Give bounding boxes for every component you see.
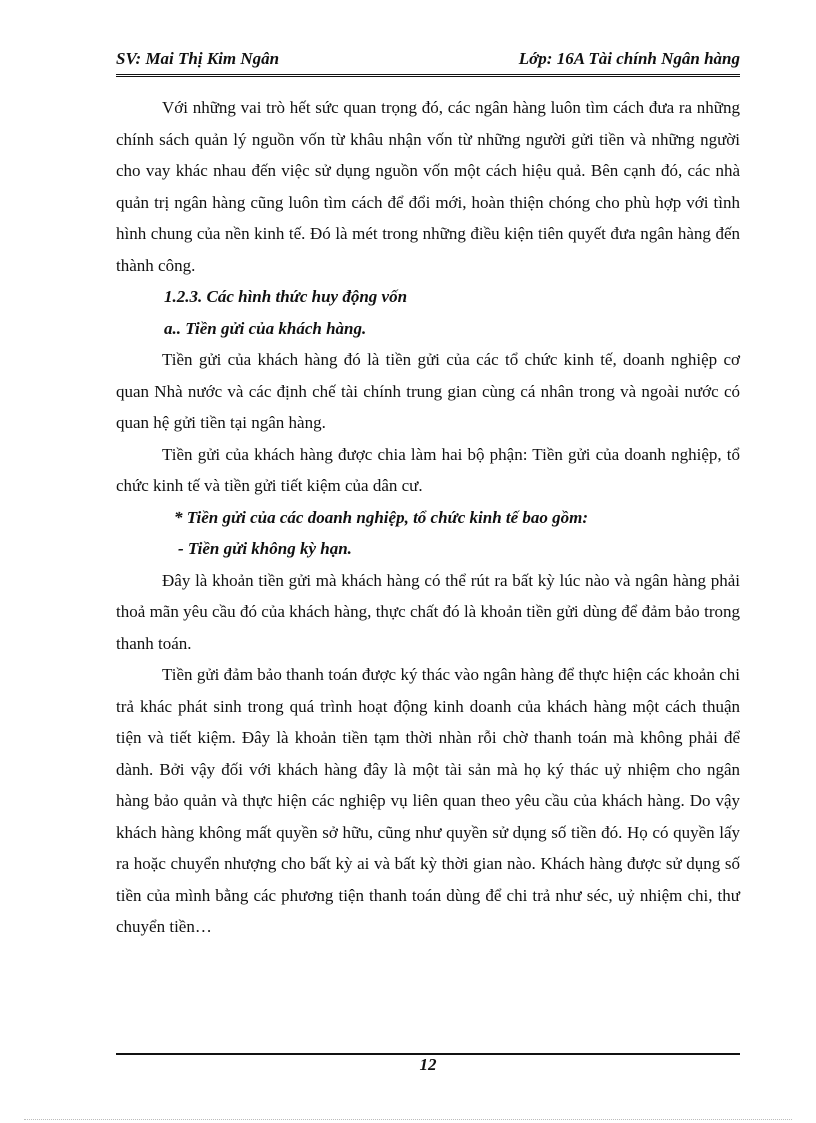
paragraph: Với những vai trò hết sức quan trọng đó, các ngân hàng luôn tìm cách đưa ra những chính sách quản lý nguồn vốn từ khâu nhận vốn từ những người gửi tiền và những người cho vay khác nhau đến việc sử dụng nguồn vốn một cách hiệu quả. Bên cạnh đó, các nhà quản trị ngân hàng cũng luôn tìm cách để đổi mới, hoàn thiện chóng cho phù hợp với tình hình chung của nền kinh tế. Đó là mét trong những điều kiện tiên quyết đưa ngân hàng đến thành công.	[116, 98, 740, 275]
subsection-heading: a.. Tiền gửi của khách hàng.	[164, 318, 367, 338]
paragraph: Đây là khoản tiền gửi mà khách hàng có thể rút ra bất kỳ lúc nào và ngân hàng phải thoả mãn yêu cầu đó của khách hàng, thực chất đó là khoản tiền gửi dùng để đảm bảo trong thanh toán.	[116, 570, 740, 653]
list-subheading: - Tiền gửi không kỳ hạn.	[178, 539, 352, 558]
page-edge	[24, 1119, 792, 1120]
student-name: SV: Mai Thị Kim Ngân	[116, 49, 280, 68]
paragraph: Tiền gửi đảm bảo thanh toán được ký thác vào ngân hàng để thực hiện các khoản chi trả khác phát sinh trong quá trình hoạt động kinh doanh của khách hàng một cách thuận tiện và tiết kiệm. Đây là khoản tiền tạm thời nhàn rỗi chờ thanh toán mà không phải để dành. Bởi vậy đối với khách hàng đây là một tài sản mà họ ký thác uỷ nhiệm cho ngân hàng bảo quản và thực hiện các nghiệp vụ liên quan theo yêu cầu của khách hàng. Do vậy khách hàng không mất quyền sở hữu, cũng như quyền sử dụng số tiền đó. Họ có quyền lấy ra hoặc chuyển nhượng cho bất kỳ ai và bất kỳ thời gian nào. Khách hàng được sử dụng số tiền của mình bằng các phương tiện thanh toán dùng để chi trả như séc, uỷ nhiệm chi, thư chuyển tiền…	[116, 665, 740, 936]
paragraph: Tiền gửi của khách hàng được chia làm hai bộ phận: Tiền gửi của doanh nghiệp, tổ chức kinh tế và tiền gửi tiết kiệm của dân cư.	[116, 444, 740, 495]
page-number: 12	[419, 1055, 437, 1074]
section-heading: 1.2.3. Các hình thức huy động vốn	[164, 287, 408, 306]
list-heading: * Tiền gửi của các doanh nghiệp, tổ chức kinh tế bao gồm:	[174, 507, 589, 527]
class-name: Lớp: 16A Tài chính Ngân hàng	[518, 49, 740, 68]
paragraph: Tiền gửi của khách hàng đó là tiền gửi của các tổ chức kinh tế, doanh nghiệp cơ quan Nhà nước và các định chế tài chính trung gian cùng cá nhân trong và ngoài nước có quan hệ gửi tiền tại ngân hàng.	[116, 350, 740, 432]
page-header	[116, 48, 740, 77]
document-body	[116, 92, 740, 943]
